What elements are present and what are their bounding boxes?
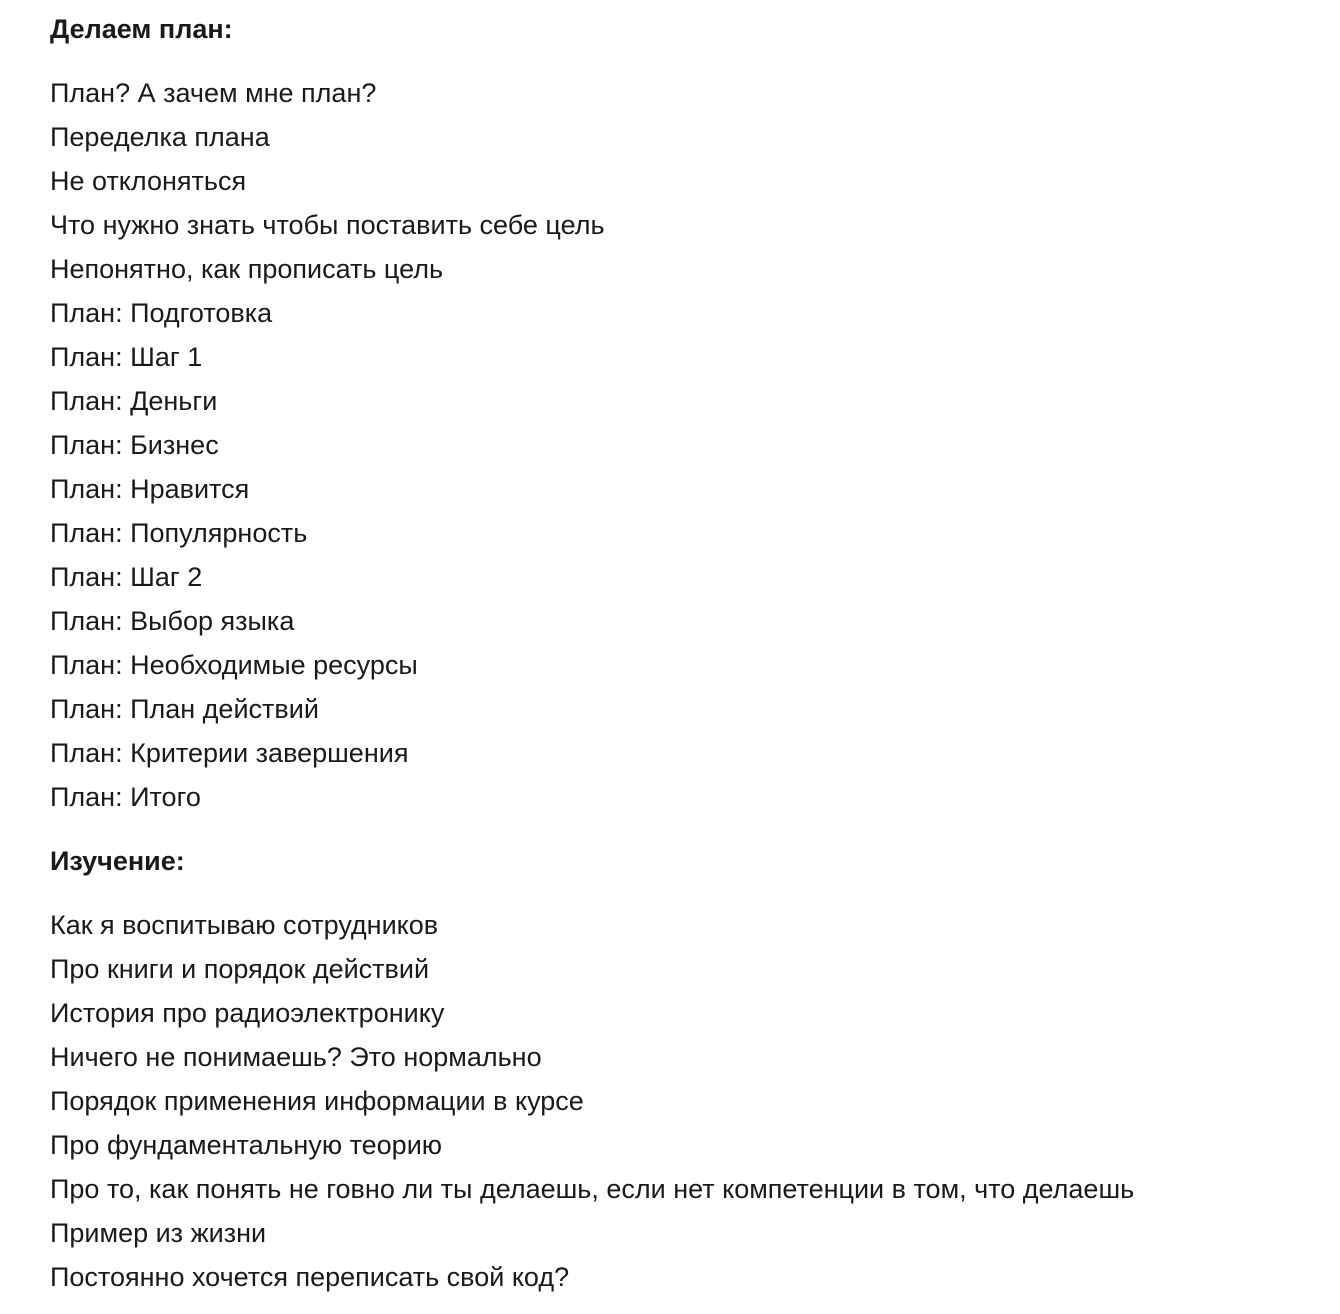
lesson-link[interactable]: Про то, как понять не говно ли ты делаешь, если нет компетенции в том, что делаешь xyxy=(50,1174,1135,1204)
lesson-list-study xyxy=(50,903,1310,1299)
lesson-link[interactable]: План: Подготовка xyxy=(50,298,273,328)
lesson-link[interactable]: План: Бизнес xyxy=(50,430,219,460)
lesson-link[interactable]: Не отклоняться xyxy=(50,166,247,196)
lesson-link[interactable]: Непонятно, как прописать цель xyxy=(50,254,444,284)
lesson-link[interactable]: Пример из жизни xyxy=(50,1218,267,1248)
lesson-link[interactable]: План: Шаг 2 xyxy=(50,562,203,592)
lesson-link[interactable]: Ничего не понимаешь? Это нормально xyxy=(50,1042,542,1072)
course-contents xyxy=(50,0,1310,1299)
lesson-link[interactable]: План: Деньги xyxy=(50,386,218,416)
lesson-link[interactable]: План? А зачем мне план? xyxy=(50,78,377,108)
section-heading-plan: Делаем план: xyxy=(50,14,233,44)
lesson-link[interactable]: Про фундаментальную теорию xyxy=(50,1130,443,1160)
lesson-link[interactable]: Как я воспитываю сотрудников xyxy=(50,910,439,940)
lesson-link[interactable]: План: Необходимые ресурсы xyxy=(50,650,418,680)
lesson-link[interactable]: План: Критерии завершения xyxy=(50,738,409,768)
lesson-link[interactable]: Про книги и порядок действий xyxy=(50,954,430,984)
lesson-link[interactable]: План: Шаг 1 xyxy=(50,342,203,372)
lesson-link[interactable]: План: Выбор языка xyxy=(50,606,295,636)
lesson-link[interactable]: Порядок применения информации в курсе xyxy=(50,1086,584,1116)
lesson-link[interactable]: Что нужно знать чтобы поставить себе цель xyxy=(50,210,605,240)
lesson-list-plan xyxy=(50,71,1310,819)
lesson-link[interactable]: Постоянно хочется переписать свой код? xyxy=(50,1262,570,1292)
lesson-link[interactable]: План: Нравится xyxy=(50,474,250,504)
lesson-link[interactable]: Переделка плана xyxy=(50,122,270,152)
lesson-link[interactable]: План: План действий xyxy=(50,694,319,724)
lesson-link[interactable]: План: Итого xyxy=(50,782,201,812)
lesson-link[interactable]: План: Популярность xyxy=(50,518,308,548)
lesson-link[interactable]: История про радиоэлектронику xyxy=(50,998,445,1028)
section-heading-study: Изучение: xyxy=(50,846,185,876)
